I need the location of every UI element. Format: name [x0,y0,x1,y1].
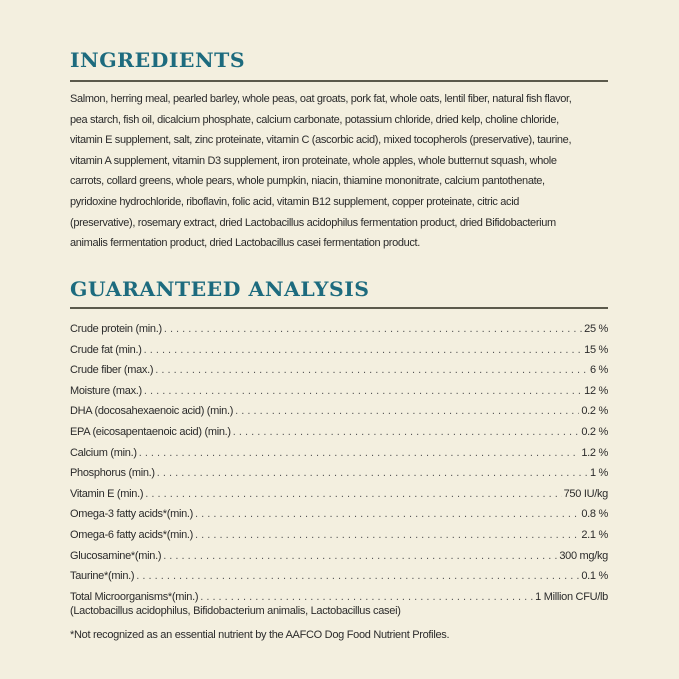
ingredients-text [70,89,630,254]
analysis-table [70,319,608,607]
ingredients-line: Salmon, herring meal, pearled barley, whole peas, oat groats, pork fat, whole oats, lentil fiber, natural fish flavor, [70,93,572,105]
nutrient-value: 1 % [589,467,608,480]
nutrient-label: Phosphorus (min.) [70,467,155,480]
microorganisms-note: (Lactobacillus acidophilus, Bifidobacterium animalis, Lactobacillus casei) [70,605,401,617]
dot-leader [195,504,579,525]
nutrient-label: Crude fiber (max.) [70,364,154,377]
dot-leader [163,546,557,567]
dot-leader [145,484,561,505]
analysis-row [70,504,608,525]
dot-leader [144,381,582,402]
nutrient-label: Calcium (min.) [70,446,137,459]
analysis-heading: GUARANTEED ANALYSIS [70,277,370,301]
nutrient-label: EPA (eicosapentaenoic acid) (min.) [70,425,231,438]
nutrient-value: 1.2 % [581,446,608,459]
ingredients-divider [70,80,608,82]
nutrient-value: 0.2 % [581,405,608,418]
ingredients-heading: INGREDIENTS [70,48,246,72]
analysis-row [70,463,608,484]
nutrient-value: 25 % [584,323,608,335]
dot-leader [164,319,582,340]
nutrient-label: Omega-6 fatty acids*(min.) [70,528,194,541]
dot-leader [195,525,579,546]
analysis-row [70,566,608,587]
dot-leader [233,422,580,443]
analysis-row [70,443,608,464]
nutrient-label: DHA (docosahexaenoic acid) (min.) [70,405,234,418]
dot-leader [155,360,588,381]
analysis-row [70,546,608,567]
analysis-row [70,360,608,381]
dot-leader [144,340,583,361]
nutrient-value: 750 IU/kg [563,487,608,500]
ingredients-line: (preservative), rosemary extract, dried Lactobacillus acidophilus fermentation product, dried Bifidobacterium [70,216,556,229]
ingredients-line: vitamin A supplement, vitamin D3 supplement, iron proteinate, whole apples, whole butternut squash, whole [70,154,557,167]
nutrient-value: 300 mg/kg [559,549,608,562]
analysis-row [70,422,608,443]
nutrient-value: 0.8 % [581,508,608,521]
nutrient-value: 1 Million CFU/lb [535,590,608,603]
nutrient-label: Total Microorganisms*(min.) [70,590,199,603]
analysis-row [70,381,608,402]
nutrient-label: Glucosamine*(min.) [70,549,162,562]
dot-leader [157,463,588,484]
dot-leader [139,443,580,464]
nutrient-label: Crude protein (min.) [70,323,162,335]
analysis-row [70,525,608,546]
ingredients-line: carrots, collard greens, whole pears, whole pumpkin, niacin, thiamine mononitrate, calcium pantothenate, [70,175,545,188]
nutrient-value: 15 % [584,343,608,356]
nutrient-label: Taurine*(min.) [70,570,135,583]
nutrient-label: Moisture (max.) [70,384,142,397]
nutrient-label: Crude fat (min.) [70,343,142,356]
nutrient-value: 0.2 % [581,425,608,438]
ingredients-line: pyridoxine hydrochloride, riboflavin, folic acid, vitamin B12 supplement, copper proteinate, citric acid [70,195,520,208]
nutrient-value: 12 % [584,384,608,397]
nutrient-label: Omega-3 fatty acids*(min.) [70,508,194,521]
nutrient-value: 0.1 % [581,570,608,583]
ingredients-line: vitamin E supplement, salt, zinc proteinate, vitamin C (ascorbic acid), mixed tocopherols (preservative), taurine, [70,134,572,147]
nutrient-label: Vitamin E (min.) [70,487,144,500]
analysis-row [70,340,608,361]
footnote: *Not recognized as an essential nutrient by the AAFCO Dog Food Nutrient Profiles. [70,629,450,641]
dot-leader [136,566,579,587]
ingredients-line: animalis fermentation product, dried Lactobacillus casei fermentation product. [70,237,420,250]
dot-leader [235,401,579,422]
analysis-row [70,401,608,422]
analysis-divider [70,307,608,309]
nutrient-value: 2.1 % [581,528,608,541]
analysis-row [70,319,608,340]
ingredients-line: pea starch, fish oil, dicalcium phosphate, calcium carbonate, potassium chloride, dried kelp, choline chloride, [70,113,559,126]
analysis-row [70,484,608,505]
nutrient-value: 6 % [589,364,608,377]
